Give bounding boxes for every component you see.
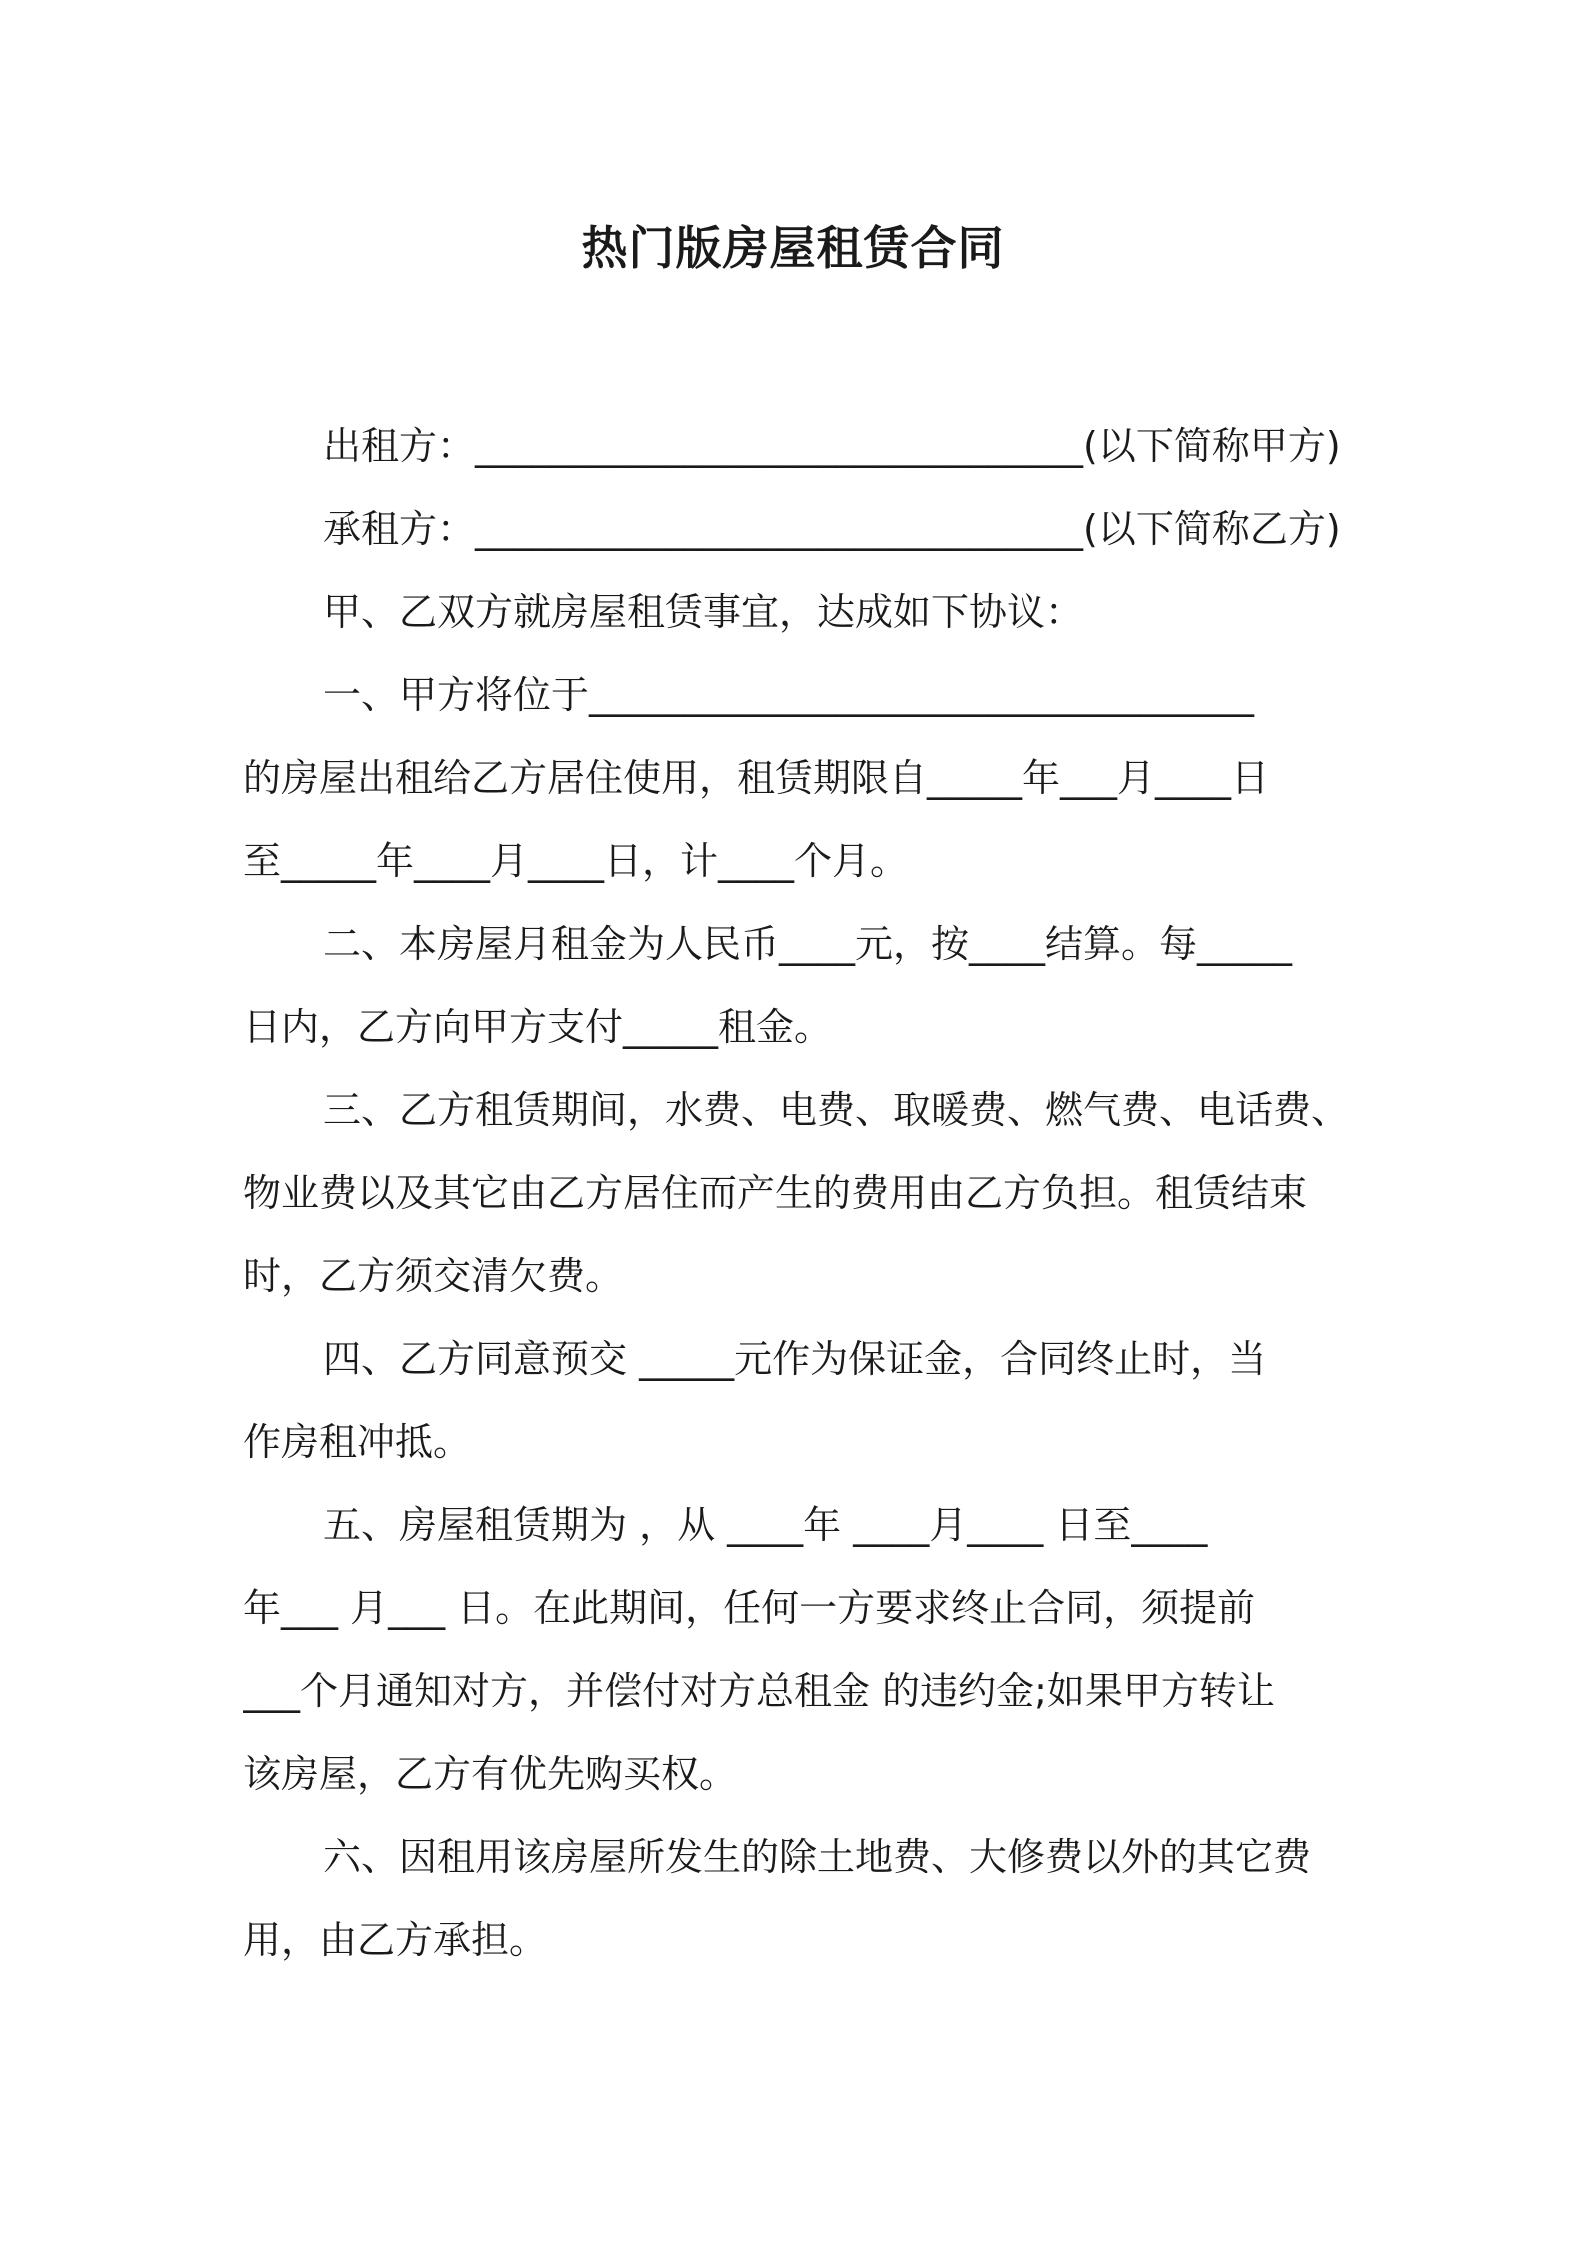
clause-5-line-3: ___个月通知对方，并偿付对方总租金 的违约金;如果甲方转让 [243, 1669, 1275, 1713]
clause-3-line-1: 三、乙方租赁期间，水费、电费、取暖费、燃气费、电话费、 [323, 1088, 1350, 1132]
clause-5-line-2: 年___ 月___ 日。在此期间，任何一方要求终止合同，须提前 [243, 1586, 1256, 1630]
clause-5-line-1: 五、房屋租赁期为 ，从 ____年 ____月____ 日至____ [323, 1503, 1208, 1547]
clause-3-line-2: 物业费以及其它由乙方居住而产生的费用由乙方负担。租赁结束 [243, 1171, 1308, 1215]
clause-6-line-2: 用，由乙方承担。 [243, 1918, 548, 1962]
clause-1-line-1: 一、甲方将位于___________________________________ [323, 673, 1255, 717]
clause-4-line-2: 作房租冲抵。 [243, 1420, 472, 1464]
contract-body [243, 405, 1353, 1982]
agreement-intro: 甲、乙双方就房屋租赁事宜，达成如下协议： [323, 590, 1084, 634]
clause-1-line-3: 至_____年____月____日，计____个月。 [243, 839, 909, 883]
clause-5-line-4: 该房屋，乙方有优先购买权。 [243, 1752, 738, 1796]
clause-2-line-2: 日内，乙方向甲方支付_____租金。 [243, 1005, 833, 1049]
lessee-line: 承租方：________________________________(以下简称乙方) [323, 507, 1341, 551]
lessor-line: 出租方：________________________________(以下简称甲方) [323, 424, 1341, 468]
clause-6-line-1: 六、因租用该房屋所发生的除土地费、大修费以外的其它费 [323, 1835, 1312, 1879]
clause-3-line-3: 时，乙方须交清欠费。 [243, 1254, 624, 1298]
clause-2-line-1: 二、本房屋月租金为人民币____元，按____结算。每_____ [323, 922, 1293, 966]
clause-4-line-1: 四、乙方同意预交 _____元作为保证金，合同终止时，当 [323, 1337, 1267, 1381]
document-title: 热门版房屋租赁合同 [581, 221, 1005, 275]
clause-1-line-2: 的房屋出租给乙方居住使用，租赁期限自_____年___月____日 [243, 756, 1270, 800]
